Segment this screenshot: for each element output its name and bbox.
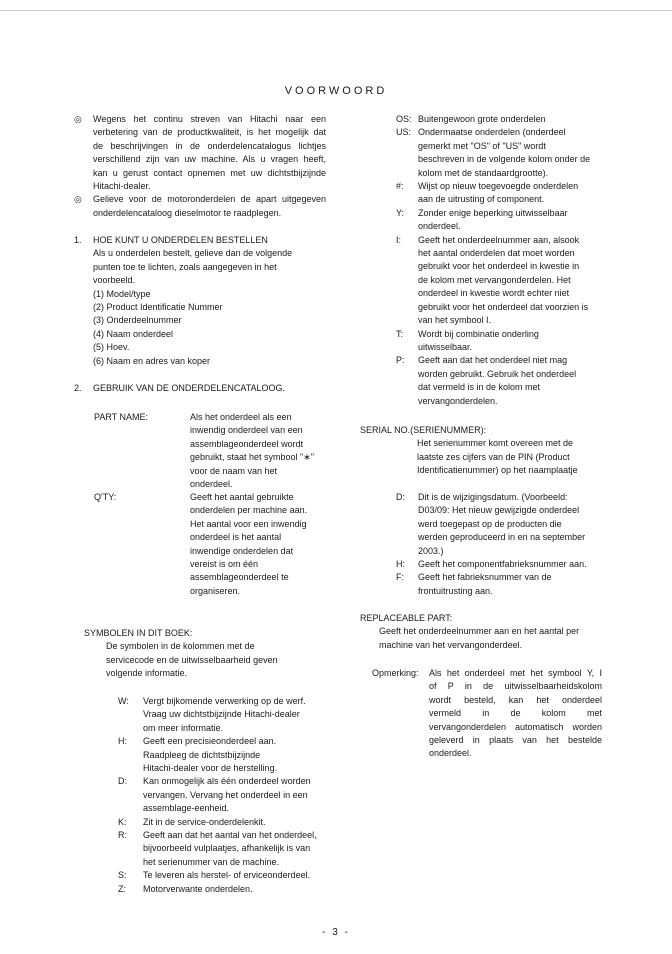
text-line: inwendige onderdelen dat [190,545,294,556]
text-line: Gelieve voor de motoronderdelen de apart uitgegeven [93,194,326,205]
top-rule [0,10,672,11]
text-line: of P in de uitwisselbaarheidskolom [429,681,602,692]
symbol-description-line: werden geproduceerd in en na september [418,532,586,543]
symbol-description-line: frontuitrusting aan. [418,585,493,596]
symbol-item [396,113,606,126]
intro-p2-text [93,193,326,220]
right-codes-list [396,113,606,408]
symbol-description-line: beschreven in de volgende kolom onder de [418,154,591,165]
symbol-description-line: de kolom met vervangonderdelen. Het [418,274,571,285]
symbol-item [396,328,606,355]
symbol-description-line: vervangonderdelen. [418,395,498,406]
symbol-description-line: Motorverwante onderdelen. [143,883,253,894]
section-1 [74,234,314,368]
text-line: (2) Product Identificatie Nummer [93,302,223,313]
symbol-item [396,234,606,328]
symbols-section [84,627,344,681]
symbol-key: OS: [396,114,412,124]
symbol-key: W: [118,696,129,706]
symbol-key: S: [118,870,127,881]
symbol-description-line: Geeft een precisieonderdeel aan. [143,736,277,747]
symbols-heading: SYMBOLEN IN DIT BOEK: [84,628,193,638]
symbol-key: US: [396,127,412,138]
symbol-item [118,869,338,882]
symbol-item [396,558,606,571]
text-line: vervangonderdelen automatisch worden [429,721,602,732]
definition-text [190,491,354,598]
symbol-item [396,207,606,234]
symbol-item [118,829,338,869]
text-line: voorbeeld. [93,275,136,286]
replaceable-body [379,625,605,652]
symbol-description-line: Te leveren als herstel- of erviceonderdeel. [143,870,311,881]
text-line: Geeft het onderdeelnummer aan en het aantal per [379,626,580,637]
symbol-description-line: gemerkt met "OS" of "US" wordt [418,140,546,151]
text-line: assemblageonderdeel wordt [190,438,304,449]
symbol-key: F: [396,572,404,583]
symbol-description-line: Dit is de wijzigingsdatum. (Voorbeeld: [418,492,568,502]
text-line: Hitachi-dealer. [93,181,151,192]
text-line: onderdeel. [429,748,472,759]
symbol-description-line: Vraag uw dichtstbijzijnde Hitachi-dealer [143,709,300,720]
symbol-item [118,695,338,735]
symbol-description-line: vervangen. Vervang het onderdeel in een [143,789,308,800]
text-line: verbetering van de productkwaliteit, is het mogelijk dat [93,127,326,138]
text-line: punten toe te lichten, zoals aangegeven in het [93,261,277,272]
bullet-icon: ◎ [74,114,82,124]
symbol-description-line: Zonder enige beperking uitwisselbaar [418,207,568,218]
symbols-list [118,695,338,896]
symbol-description-line: Ondermaatse onderdelen (onderdeel [418,127,566,138]
symbol-key: R: [118,830,127,841]
symbol-key: D: [118,776,127,787]
text-line: (6) Naam en adres van koper [93,355,211,366]
symbol-key: H: [396,559,405,570]
text-line: De symbolen in de kolommen met de [106,641,255,652]
text-line: onderdelencataloog dieselmotor te raadplegen. [93,207,282,218]
symbol-description-line: aan de uitrusting of component. [418,194,545,205]
symbol-description-line: worden gebruikt. Gebruik het onderdeel [418,368,577,379]
page-number: - 3 - [322,927,350,938]
text-line: Geeft het aantal gebruikte [190,492,294,502]
section-heading: HOE KUNT U ONDERDELEN BESTELLEN [93,235,268,245]
symbol-key: I: [396,234,402,245]
serial-section [360,424,605,478]
text-line: Identificatienummer) op het naamplaatje [417,465,578,476]
remark-block [372,667,602,761]
section-heading: GEBRUIK VAN DE ONDERDELENCATALOOG. [93,383,286,393]
symbols-intro [106,640,344,680]
symbol-description-line: het aantal onderdelen dat moet worden [418,248,575,259]
symbol-description-line: Geeft het onderdeelnummer aan, alsook [418,234,580,245]
text-line: verschillend zijn van uw machine. Als u vragen heeft, [93,154,326,165]
symbol-item [118,775,338,815]
symbol-description-line: onderdeel. [418,221,461,232]
text-line: volgende informatie. [106,668,188,679]
text-line: laatste zes cijfers van de PIN (Product [417,451,570,462]
qty-definition [94,491,354,598]
definition-text [190,411,354,491]
symbol-item [396,180,606,207]
symbol-description-line: Geeft het componentfabrieksnummer aan. [418,559,587,570]
text-line: onderdelen per machine aan. [190,505,308,516]
text-line: (1) Model/type [93,288,151,299]
serial-heading: SERIAL NO.(SERIENUMMER): [360,425,487,435]
symbol-description-line: Raadpleeg de dichtstbijzijnde [143,749,261,760]
symbol-description-line: het serienummer van de machine. [143,856,280,867]
symbol-item [396,571,606,598]
text-line: Het serienummer komt overeen met de [417,438,574,449]
text-line: geleverd in plaats van het bestelde [429,735,602,746]
text-line: de beschrijvingen in de onderdelencatalogus lichtjes [93,140,326,151]
section-number: 2. [74,383,82,393]
intro-p1-text [93,113,326,193]
page-title: VOORWOORD [284,85,388,97]
symbol-description-line: Kan onmogelijk als één onderdeel worden [143,776,311,787]
intro-block [74,113,326,220]
text-line: servicecode en de uitwisselbaarheid geven [106,654,278,665]
text-line: gebruikt, staat het symbool "∗" [190,452,314,463]
symbol-key: P: [396,355,405,366]
symbol-item [118,816,338,829]
definition-label: PART NAME: [94,412,149,422]
replaceable-heading: REPLACEABLE PART: [360,613,453,623]
text-line: onderdeel is het aantal [190,532,282,543]
symbol-key: #: [396,181,404,192]
symbol-item [396,354,606,408]
intro-paragraph-2 [74,193,326,220]
symbol-description-line: Buitengewoon grote onderdelen [418,114,546,124]
text-line: Als het onderdeel als een [190,412,292,422]
symbol-description-line: onderdeel in kwestie wordt echter niet [418,288,570,299]
symbol-description-line: werd toegepast op de producten die [418,518,562,529]
symbol-key: Y: [396,207,405,218]
symbol-item [396,126,606,180]
text-line: Het aantal voor een inwendig [190,518,307,529]
section-number: 1. [74,235,82,245]
text-line: (4) Naam onderdeel [93,328,174,339]
text-line: vermeld in de kolom met [429,708,602,719]
symbol-description-line: gebruikt voor het onderdeel in kwestie in [418,261,580,272]
symbol-description-line: dat vermeld is in de kolom met [418,382,541,393]
symbol-description-line: Vergt bijkomende verwerking op de werf. [143,696,306,706]
symbol-description-line: om meer informatie. [143,722,224,733]
symbol-description-line: gebruikt voor het onderdeel dat voorzien is [418,301,589,312]
symbol-description-line: Geeft aan dat het onderdeel niet mag [418,355,568,366]
text-line: kan u gerust contact opnemen met uw dichtstbijzijnde [93,167,326,178]
symbol-key: D: [396,492,405,502]
text-line: Wegens het continu streven van Hitachi naar een [93,114,326,124]
text-line: Als u onderdelen bestelt, gelieve dan de volgende [93,248,293,259]
text-line: machine van het vervangonderdeel. [379,639,523,650]
text-line: wordt besteld, kan het onderdeel [429,694,602,705]
remark-text [429,667,602,761]
symbol-item [118,883,338,896]
part-name-definition [94,411,354,491]
symbol-description-line: Geeft aan dat het aantal van het onderdeel, [143,830,317,841]
text-line: voor de naam van het [190,465,278,476]
symbol-key: T: [396,328,404,339]
text-line: (3) Onderdeelnummer [93,315,182,326]
text-line: organiseren. [190,585,241,596]
symbol-description-line: assemblage-eenheid. [143,803,230,814]
symbol-description-line: van het symbool I. [418,315,492,326]
symbol-description-line: Wordt bij combinatie onderling [418,328,539,339]
serial-list [396,491,606,598]
symbol-description-line: Hitachi-dealer voor de herstelling. [143,763,278,774]
symbol-description-line: Zit in de service-onderdelenkit. [143,816,266,827]
symbol-item [396,491,606,558]
text-line: assemblageonderdeel te [190,572,289,583]
text-line: Als het onderdeel met het symbool Y, I [429,668,602,678]
symbol-description-line: Wijst op nieuw toegevoegde onderdelen [418,181,579,192]
symbol-description-line: uitwisselbaar. [418,341,473,352]
intro-paragraph-1 [74,113,326,193]
symbol-item [118,735,338,775]
symbol-description-line: bijvoorbeeld vulplaatjes, afhankelijk is van [143,843,311,854]
text-line: (5) Hoev. [93,342,130,353]
replaceable-section [360,612,605,652]
bullet-icon: ◎ [74,194,82,205]
symbol-description-line: kolom met de standaardgrootte). [418,167,549,178]
definition-label: Q'TY: [94,492,117,502]
section-2 [74,382,334,395]
section-1-body [93,247,314,368]
remark-label: Opmerking: [372,668,419,678]
symbol-description-line: 2003.) [418,545,444,556]
symbol-key: K: [118,816,127,827]
symbol-description-line: Geeft het fabrieksnummer van de [418,572,552,583]
symbol-key: H: [118,736,127,747]
text-line: onderdeel. [190,479,233,490]
text-line: vereist is om één [190,559,259,570]
serial-body [417,437,605,477]
symbol-key: Z: [118,883,126,894]
text-line: inwendig onderdeel van een [190,425,303,436]
symbol-description-line: D03/09: Het nieuw gewijzigde onderdeel [418,505,580,516]
